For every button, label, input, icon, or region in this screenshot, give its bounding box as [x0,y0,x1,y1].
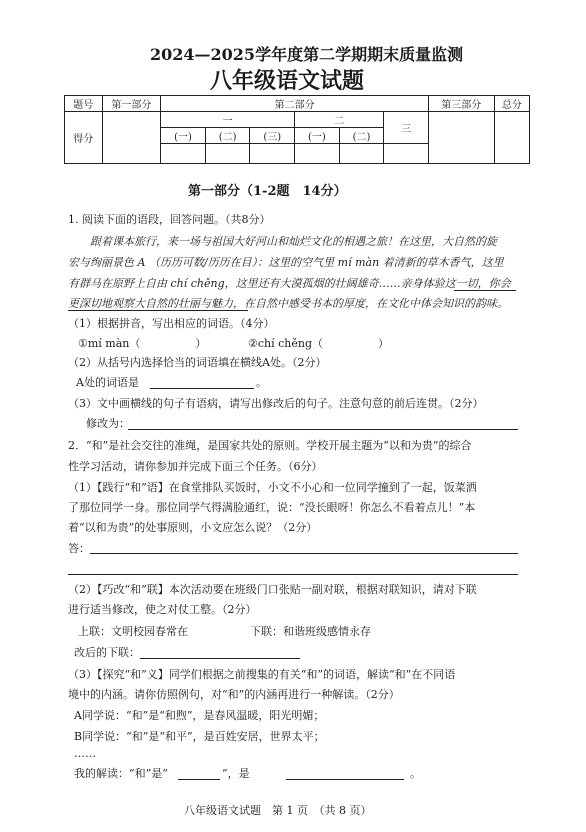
score-sub-2b: (二) [339,128,384,144]
score-col-part1: 第一部分 [102,96,161,112]
section1-heading: 第一部分（1-2题 14分） [188,184,347,199]
score-cell-part1[interactable] [102,112,161,164]
score-cell-1c[interactable] [250,144,295,164]
score-sub-2a: (一) [295,128,340,144]
q2-task3-mine-prefix: 我的解读：“和”是“ [74,767,168,780]
q1-sentence-underline-start [454,290,516,291]
q1-sentence-underline [68,310,248,311]
q2-task2-lower: 下联：和谐班级感情永存 [250,625,371,638]
q2-task1-line1: （1）【践行“和”语】在食堂排队买饭时，小文不小心和一位同学撞到了一起，饭菜洒 [68,481,477,494]
q2-task1-answer-label: 答： [68,542,90,555]
q2-task1-line3: 着“以和为贵”的处事原则，小文应怎么说？（2分） [68,521,318,534]
score-sec-san: 三 [384,112,429,144]
score-sub-1c: (三) [250,128,295,144]
q1-sub2-answer-label: A处的词语是 [76,376,139,389]
q1-passage-line2: 宏与绚丽景色 A （历历可数/历历在目）：这里的空气里 mí màn 着清新的草木香气，这里 [68,256,504,269]
score-cell-san[interactable] [384,144,429,164]
subject-title: 八年级语文试题 [210,68,365,94]
q2-stem-line1: 2．“和”是社会交往的准绳，是国家共处的原则。学校开展主题为“以和为贵”的综合 [68,439,472,452]
q2-task3-line2: 境中的内涵。请你仿照例句，对“和”的内涵再进行一种解读。（2分） [68,688,400,701]
q2-task2-answer-line[interactable] [140,658,300,659]
q1-stem: 1. 阅读下面的语段，回答问题。（共8分） [68,213,271,226]
score-table [64,95,530,164]
q2-task1-answer-line1[interactable] [90,553,518,554]
score-col-part2: 第二部分 [161,96,429,112]
score-cell-total[interactable] [494,112,529,164]
score-sec-yi: 一 [161,112,295,128]
q1-sub2-answer-line[interactable] [150,388,254,389]
q2-task3-line1: （3）【探究“和”义】同学们根据之前搜集的有关“和”的词语，解读“和”在不同语 [68,668,456,681]
q1-sub3: （3）文中画横线的句子有语病，请写出修改后的句子。注意句意的前后连贯。（2分） [68,397,484,410]
q2-task3-mine-end: 。 [410,767,421,780]
q2-task1-line2: 了那位同学一身。那位同学气得满脸通红，说：“没长眼呀！你怎么不看着点儿！”本 [68,501,476,514]
q2-task3-meaning-line[interactable] [286,779,404,780]
score-col-tihao: 题号 [65,96,103,112]
page-footer: 八年级语文试题 第 1 页 （共 8 页） [184,804,372,817]
q2-stem-line2: 性学习活动，请你参加并完成下面三个任务。（6分） [68,460,323,473]
q2-task2-answer-label: 改后的下联： [74,646,140,659]
q2-task3-example-a: A同学说：“和”是“和煦”，是春风温暖，阳光明媚； [74,709,325,722]
score-col-part3: 第三部分 [428,96,494,112]
q2-task3-ellipsis: …… [74,747,96,760]
q1-sub2-period: 。 [256,376,267,389]
score-cell-1b[interactable] [205,144,250,164]
score-sec-er: 二 [295,112,384,128]
q2-task2-line1: （2）【巧改“和”联】本次活动要在班级门口张贴一副对联，根据对联知识，请对下联 [68,583,477,596]
score-col-total: 总分 [494,96,529,112]
score-cell-2a[interactable] [295,144,340,164]
q1-passage-line3: 有群马在原野上自由 chí chěng，这里还有大漠孤烟的壮阔雄奇……亲身体验这一切，你会 [68,277,511,290]
exam-title: 2024—2025学年度第二学期期末质量监测 [150,45,464,64]
score-sub-1a: (一) [161,128,206,144]
q2-task1-answer-line2[interactable] [68,574,518,575]
q2-task2-line2: 进行适当修改，使之对仗工整。（2分） [68,603,257,616]
score-cell-part3[interactable] [428,112,494,164]
q1-sub3-answer-label: 修改为： [86,417,130,430]
score-row-defen: 得分 [65,112,103,164]
q1-passage-line4: 更深切地观察大自然的壮丽与魅力，在自然中感受书本的厚度，在文化中体会知识的韵味。 [68,297,508,310]
q2-task3-mine-middle: ”，是 [222,767,250,780]
q1-sub2: （2）从括号内选择恰当的词语填在横线A处。（2分） [68,356,327,369]
q2-task3-example-b: B同学说：“和”是“和平”，是百姓安居，世界太平； [74,730,325,743]
q1-sub1: （1）根据拼音，写出相应的词语。（4分） [68,317,275,330]
q2-task2-upper: 上联：文明校园春常在 [78,625,188,638]
score-cell-1a[interactable] [161,144,206,164]
q1-sub3-answer-line[interactable] [128,429,518,430]
q2-task3-word-line[interactable] [178,779,220,780]
q1-sub1-b[interactable]: ②chí chěng（ ） [248,337,390,350]
score-sub-1b: (二) [205,128,250,144]
score-cell-2b[interactable] [339,144,384,164]
q1-passage-line1: 跟着课本旅行，来一场与祖国大好河山和灿烂文化的相遇之旅！在这里，大自然的旋 [90,235,497,248]
q1-sub1-a[interactable]: ①mí màn（ ） [78,337,207,350]
